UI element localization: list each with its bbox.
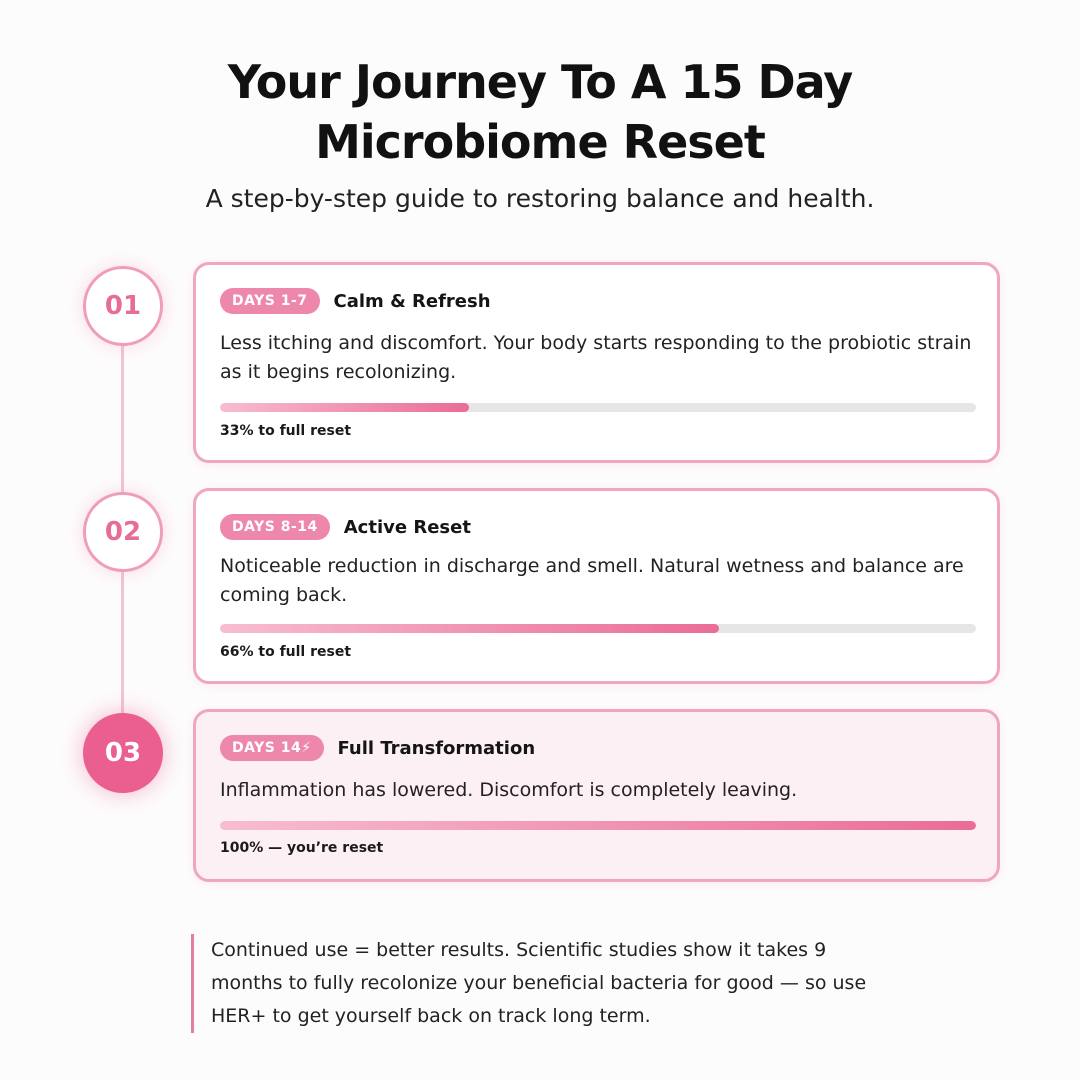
page-title (0, 52, 1080, 172)
step-card (193, 488, 1000, 684)
progress-label: 33% to full reset (220, 423, 352, 439)
step-description: Less itching and discomfort. Your body starts responding to the probiotic strain as it begins recolonizing. (220, 332, 972, 383)
step-description: Inflammation has lowered. Discomfort is completely leaving. (220, 779, 798, 801)
footer-note: Continued use = better results. Scientific studies show it takes 9 months to fully recolonize your beneficial bacteria for good — so use HER+ to get yourself back on track long term. (191, 934, 891, 1033)
timeline-connector (121, 345, 124, 495)
step-number-circle: 02 (83, 492, 163, 572)
timeline-connector (121, 571, 124, 716)
progress-label: 66% to full reset (220, 644, 352, 660)
progress-fill (220, 624, 719, 633)
progress-track (220, 624, 976, 633)
days-badge: DAYS 8-14 (220, 514, 330, 540)
step-description: Noticeable reduction in discharge and smell. Natural wetness and balance are coming back. (220, 555, 964, 606)
phase-title: Full Transformation (337, 737, 536, 759)
title-line-1: Your Journey To A 15 Day (227, 55, 853, 109)
progress-label: 100% — you’re reset (220, 840, 384, 856)
step-card (193, 262, 1000, 463)
step-card (193, 709, 1000, 882)
progress-track (220, 403, 976, 412)
days-badge: DAYS 14⚡ (220, 735, 324, 761)
phase-title: Calm & Refresh (333, 290, 491, 312)
days-badge: DAYS 1-7 (220, 288, 320, 314)
page-subtitle: A step-by-step guide to restoring balance and health. (205, 184, 875, 213)
step-number-circle: 03 (83, 713, 163, 793)
step-number-circle: 01 (83, 266, 163, 346)
title-line-2: Microbiome Reset (315, 115, 765, 169)
progress-fill (220, 403, 469, 412)
progress-track (220, 821, 976, 830)
phase-title: Active Reset (343, 516, 471, 538)
progress-fill (220, 821, 976, 830)
